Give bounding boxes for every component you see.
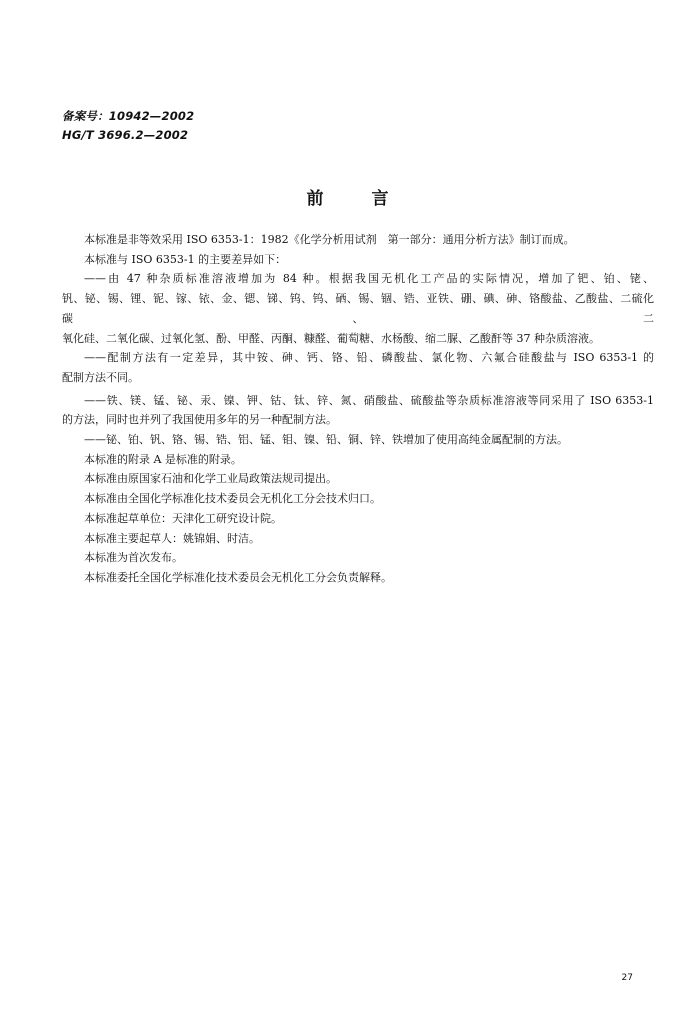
foreword-body xyxy=(62,230,654,588)
paragraph-line: 本标准为首次发布。 xyxy=(84,551,183,565)
paragraph-line: 本标准委托全国化学标准化技术委员会无机化工分会负责解释。 xyxy=(84,570,392,584)
paragraph-line: ——配制方法有一定差异，其中铵、砷、钙、铬、铅、磷酸盐、氯化物、六氟合硅酸盐与 ISO 6353-1 的 xyxy=(84,351,654,365)
paragraph-line: 配制方法不同。 xyxy=(62,370,139,384)
paragraph-line: 本标准是非等效采用 ISO 6353-1：1982《化学分析用试剂 第一部分：通用分析方法》制订而成。 xyxy=(84,233,575,246)
paragraph-line: 本标准起草单位：天津化工研究设计院。 xyxy=(84,511,282,525)
paragraph-line: 氧化硅、二氧化碳、过氧化氢、酚、甲醛、丙酮、糠醛、葡萄糖、水杨酸、缩二脲、乙酸酐等 37 种杂质溶液。 xyxy=(62,331,600,345)
paragraph-line: ——由 47 种杂质标准溶液增加为 84 种。根据我国无机化工产品的实际情况，增加了钯、铂、铑、 xyxy=(84,272,654,286)
page-number: 27 xyxy=(621,973,633,983)
paragraph-line: 的方法，同时也并列了我国使用多年的另一种配制方法。 xyxy=(62,413,337,427)
document-header xyxy=(62,107,194,145)
paragraph-line: ——铋、铂、钒、铬、锡、锆、铝、锰、钼、镍、铅、铜、锌、铁增加了使用高纯金属配制的方法。 xyxy=(84,433,568,447)
paragraph-line: 本标准由原国家石油和化学工业局政策法规司提出。 xyxy=(84,472,337,486)
paragraph-line: 本标准与 ISO 6353-1 的主要差异如下： xyxy=(84,252,287,266)
standard-number: HG/T 3696.2—2002 xyxy=(62,128,189,142)
paragraph-line: 钒、铋、锡、锂、铌、镓、铱、金、锶、锑、钨、钨、硒、锡、锢、锆、亚铁、硼、碘、砷、铬酸盐、乙酸盐、二硫化碳、二 xyxy=(62,292,654,325)
paragraph-line: 本标准主要起草人：姚锦娟、时洁。 xyxy=(84,531,260,545)
section-title: 前言 xyxy=(306,189,437,209)
paragraph-line: ——铁、镁、锰、铋、汞、镍、钾、钴、钛、锌、氮、硝酸盐、硫酸盐等杂质标准溶液等同采用了 ISO 6353-1 xyxy=(84,393,654,407)
record-number: 备案号：10942—2002 xyxy=(62,109,195,123)
paragraph-line: 本标准的附录 A 是标准的附录。 xyxy=(84,452,242,466)
paragraph-line: 本标准由全国化学标准化技术委员会无机化工分会技术归口。 xyxy=(84,492,381,506)
